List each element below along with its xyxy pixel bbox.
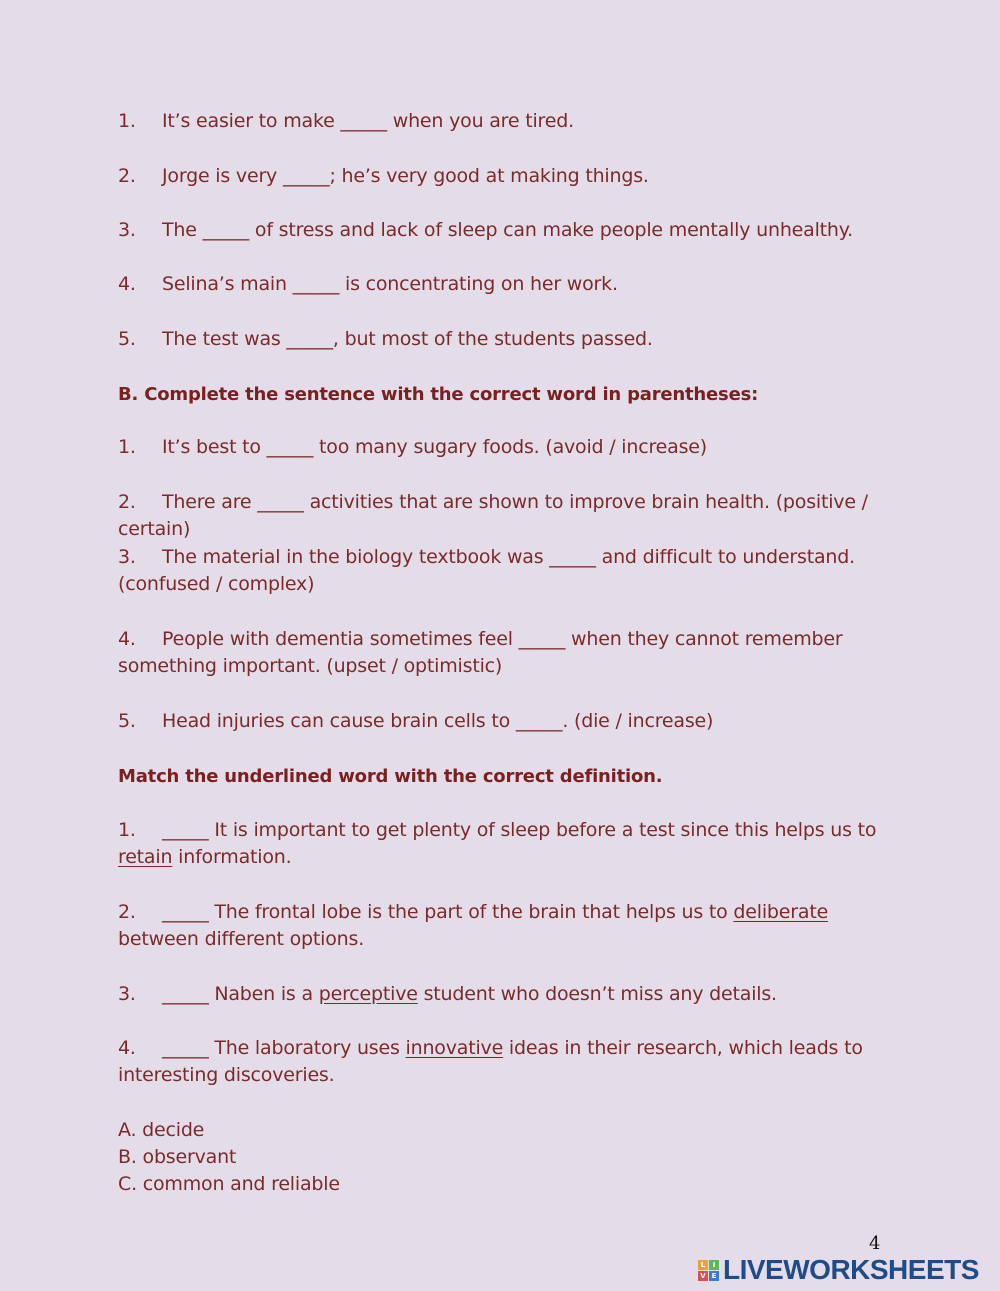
item-text: The frontal lobe is the part of the brain that helps us to bbox=[208, 901, 734, 923]
item-number: 3. bbox=[118, 219, 136, 241]
part-c-heading: Match the underlined word with the correct definition. bbox=[118, 766, 663, 787]
item-text: Selina’s main _____ is concentrating on her work. bbox=[162, 273, 618, 295]
part-c-item-3 bbox=[118, 983, 777, 1005]
part-a-item-2 bbox=[118, 165, 649, 187]
item-text: Naben is a bbox=[208, 983, 319, 1005]
answer-blank[interactable]: _____ bbox=[162, 1037, 209, 1059]
underlined-word: innovative bbox=[405, 1037, 504, 1059]
logo-letter: V bbox=[698, 1271, 708, 1281]
item-number: 2. bbox=[118, 901, 136, 923]
option-b: B. observant bbox=[118, 1146, 237, 1168]
item-text: It’s easier to make _____ when you are tired. bbox=[162, 110, 574, 132]
answer-blank[interactable]: _____ bbox=[162, 901, 209, 923]
item-number: 4. bbox=[118, 628, 136, 650]
page-number: 4 bbox=[869, 1233, 881, 1254]
underlined-word: perceptive bbox=[318, 983, 418, 1005]
part-c-item-1 bbox=[118, 819, 876, 841]
part-c-item-1-line2 bbox=[118, 846, 291, 868]
item-text: student who doesn’t miss any details. bbox=[417, 983, 777, 1005]
part-a-item-5 bbox=[118, 328, 653, 350]
item-text: There are _____ activities that are shown to improve brain health. (positive / bbox=[162, 491, 868, 513]
part-c-item-4 bbox=[118, 1037, 863, 1059]
underlined-word: deliberate bbox=[733, 901, 829, 923]
part-a-item-1 bbox=[118, 110, 574, 132]
part-b-item-4 bbox=[118, 628, 842, 650]
logo-letter: L bbox=[698, 1260, 708, 1270]
underlined-word: retain bbox=[118, 846, 173, 868]
item-number: 1. bbox=[118, 819, 136, 841]
item-number: 2. bbox=[118, 165, 136, 187]
answer-blank[interactable]: _____ bbox=[162, 819, 209, 841]
item-number: 1. bbox=[118, 110, 136, 132]
item-text: Jorge is very _____; he’s very good at making things. bbox=[162, 165, 649, 187]
part-b-item-2 bbox=[118, 491, 868, 513]
item-number: 3. bbox=[118, 546, 136, 568]
liveworksheets-logo[interactable] bbox=[698, 1255, 979, 1285]
item-text: The _____ of stress and lack of sleep can make people mentally unhealthy. bbox=[162, 219, 853, 241]
item-text: The material in the biology textbook was _____ and difficult to understand. bbox=[162, 546, 855, 568]
part-b-heading: B. Complete the sentence with the correct word in parentheses: bbox=[118, 384, 759, 405]
item-number: 5. bbox=[118, 710, 136, 732]
item-text: It is important to get plenty of sleep before a test since this helps us to bbox=[208, 819, 877, 841]
item-text: The laboratory uses bbox=[208, 1037, 406, 1059]
logo-icon bbox=[698, 1260, 719, 1281]
item-number: 3. bbox=[118, 983, 136, 1005]
item-text: ideas in their research, which leads to bbox=[503, 1037, 863, 1059]
logo-letter: I bbox=[709, 1260, 719, 1270]
item-text: The test was _____, but most of the students passed. bbox=[162, 328, 653, 350]
part-b-item-1 bbox=[118, 436, 707, 458]
item-text: It’s best to _____ too many sugary foods. (avoid / increase) bbox=[162, 436, 707, 458]
part-b-item-3-line2: (confused / complex) bbox=[118, 573, 315, 595]
part-b-item-3 bbox=[118, 546, 855, 568]
item-text: Head injuries can cause brain cells to _____. (die / increase) bbox=[162, 710, 714, 732]
part-b-item-5 bbox=[118, 710, 713, 732]
part-c-item-4-line2: interesting discoveries. bbox=[118, 1064, 335, 1086]
item-number: 4. bbox=[118, 1037, 136, 1059]
option-a: A. decide bbox=[118, 1119, 205, 1141]
part-a-item-4 bbox=[118, 273, 618, 295]
part-b-item-2-line2: certain) bbox=[118, 518, 191, 540]
part-c-item-2-line2: between different options. bbox=[118, 928, 365, 950]
item-number: 2. bbox=[118, 491, 136, 513]
logo-text: LIVEWORKSHEETS bbox=[723, 1254, 979, 1285]
part-b-item-4-line2: something important. (upset / optimistic) bbox=[118, 655, 503, 677]
item-number: 1. bbox=[118, 436, 136, 458]
option-c: C. common and reliable bbox=[118, 1173, 340, 1195]
part-c-item-2 bbox=[118, 901, 828, 923]
answer-blank[interactable]: _____ bbox=[162, 983, 209, 1005]
item-text: People with dementia sometimes feel _____ when they cannot remember bbox=[162, 628, 843, 650]
logo-letter: E bbox=[709, 1271, 719, 1281]
item-text: information. bbox=[172, 846, 292, 868]
item-number: 5. bbox=[118, 328, 136, 350]
item-number: 4. bbox=[118, 273, 136, 295]
part-a-item-3 bbox=[118, 219, 853, 241]
